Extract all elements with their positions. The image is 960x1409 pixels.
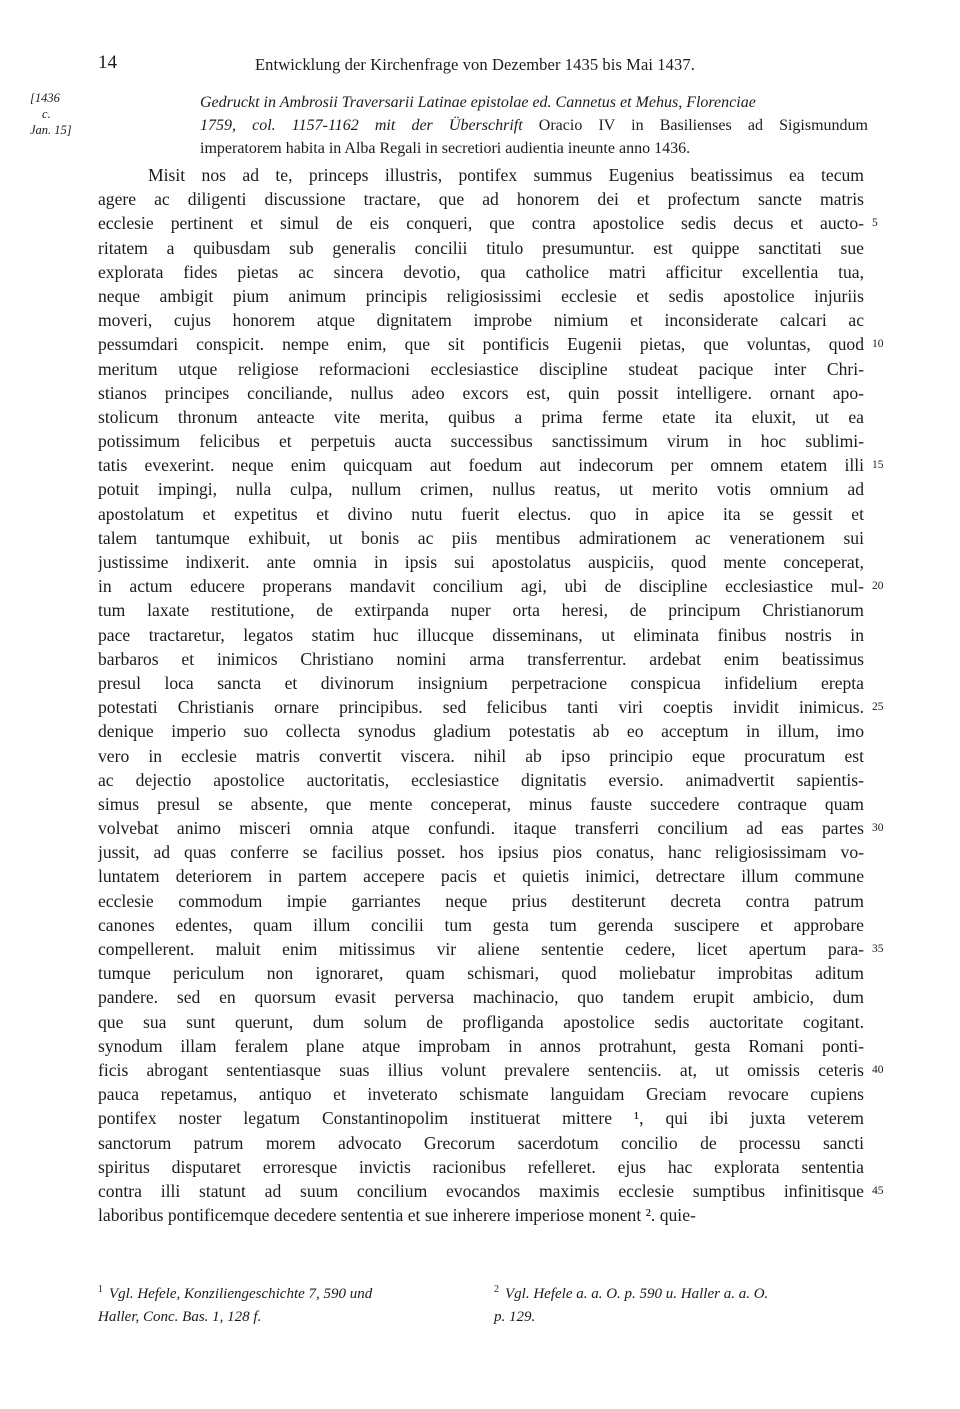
text-line: Misit nos ad te, princeps illustris, pontifex summus Eugenius beatissimus ea tecum <box>148 165 864 185</box>
main-text <box>98 163 864 1227</box>
footnote-mark: 2 <box>494 1284 499 1295</box>
text-line: pandere. sed en quorsum evasit perversa machinacio, quo tandem erupit ambicio, dum <box>98 987 864 1008</box>
text-line: simus presul se absente, que mente conceperat, minus fauste succedere contraque quam <box>98 793 864 814</box>
text-line: meritum utque religiose reformacioni ecclesiastice discipline studeat pacique inter Chri- <box>98 358 864 379</box>
text-line: canones edentes, quam illum concilii tum gesta tum gerenda suscipere et approbare <box>98 914 864 935</box>
text-line: volvebat animo misceri omnia atque confundi. itaque transferri concilium ad eas partes <box>98 818 864 839</box>
text-line: contra illi statunt ad suum concilium evocandos maximis ecclesie sumptibus infinitisque <box>98 1180 864 1201</box>
footnote-line <box>98 1278 478 1306</box>
text-line: luntatem deteriorem in partem accepere pacis et quietis inimici, detrectare illum commune <box>98 866 864 887</box>
text-line: apostolatum et expetitus et divino nutu fuerit electus. quo in apice ita se gessit et <box>98 503 864 524</box>
source-note-text: Gedruckt in Ambrosii Traversarii Latinae epistolae ed. Cannetus et Mehus, Florenciae <box>200 94 756 111</box>
text-line: potuit impingi, nulla culpa, nullum crimen, nullus reatus, ut merito votis omnium ad <box>98 479 864 500</box>
line-number: 35 <box>872 943 884 956</box>
margin-date-line: c. <box>42 107 51 121</box>
text-line: tumque periculum non ignoraret, quam schismari, quod moliebatur improbitas aditum <box>98 963 864 984</box>
footnote-text: Vgl. Hefele a. a. O. p. 590 u. Haller a. a. O. <box>505 1286 769 1302</box>
footnote-line: p. 129. <box>494 1309 536 1325</box>
text-line: stolicum thronum anteacte vite merita, quibus a prima ferme etate ita eluxit, ut ea <box>98 406 864 427</box>
line-number: 10 <box>872 338 884 351</box>
text-line: explorata fides pietas ac sincera devotio, qua catholice matri afficitur excellentia tua, <box>98 261 864 282</box>
running-title: Entwicklung der Kirchenfrage von Dezember 1435 bis Mai 1437. <box>255 55 695 74</box>
text-line: agere ac diligenti discussione tractare, que ad honorem dei et profectum sancte matris <box>98 189 864 210</box>
margin-date-note <box>30 90 90 138</box>
text-line: talem tantumque exhibuit, ut bonis ac piis mentibus admirationem ac venerationem sui <box>98 527 864 548</box>
page-number: 14 <box>98 52 117 73</box>
text-line: jussit, ad quas conferre se facilius posset. hos ipsius pios conatus, hanc religiosissimam vo- <box>98 842 864 863</box>
line-number: 15 <box>872 459 884 472</box>
footnote-mark: 1 <box>98 1284 103 1295</box>
line-number: 40 <box>872 1064 884 1077</box>
text-line: pace tractaretur, legatos statim huc illucque disseminans, ut eliminata finibus nostris in <box>98 624 864 645</box>
footnote-1 <box>98 1278 478 1329</box>
text-line: vero in ecclesie matris convertit viscera. nihil ab ipso principio eque procuratum est <box>98 745 864 766</box>
text-line: ecclesie pertinent et simul de eis conqueri, que contra apostolice sedis decus et aucto- <box>98 213 864 234</box>
text-line: tatis evexerint. neque enim quicquam aut foedum aut indecorum per omnem etatem illi <box>98 455 864 476</box>
text-line: barbaros et inimicos Christiano nomini arma transferrentur. ardebat enim beatissimus <box>98 648 864 669</box>
text-line: spiritus disputaret erroresque invictis racionibus refelleret. ejus hac explorata sententia <box>98 1156 864 1177</box>
footnote-text: Vgl. Hefele, Konziliengeschichte 7, 590 und <box>109 1286 373 1302</box>
text-line: stianos principes conciliande, nullus adeo excors est, quin possit intelligere. ornant apo- <box>98 382 864 403</box>
text-line: laboribus pontificemque decedere sententia et sue inherere imperiose monent ². quie- <box>98 1205 696 1226</box>
text-line: synodum illam feralem plane atque improbam in annos protrahunt, gesta Romani ponti- <box>98 1035 864 1056</box>
text-line: ac dejectio apostolice auctoritatis, ecclesiastice dignitatis eversio. animadvertit sapientis- <box>98 769 864 790</box>
text-line: ritatem a quibusdam sub generalis concilii titulo presumuntur. est quippe sanctitati sue <box>98 237 864 258</box>
source-note-line-3: imperatorem habita in Alba Regali in secretiori audientia ineunte anno 1436. <box>200 140 691 157</box>
footnote-line: Haller, Conc. Bas. 1, 128 f. <box>98 1309 262 1325</box>
text-line: neque ambigit pium animum principis religiosissimi ecclesie et sedis apostolice injuriis <box>98 285 864 306</box>
text-line: tum laxate restitutione, de extirpanda nuper orta heresi, de principum Christianorum <box>98 600 864 621</box>
text-line: denique imperio suo collecta synodus gladium potestatis ab eo acceptum in illum, imo <box>98 721 864 742</box>
text-line: moveri, cujus honorem atque dignitatem improbe nimium et inconsiderate calcari ac <box>98 310 864 331</box>
text-line: ficis abrogant sententiasque suas illius volunt prevalere sentenciis. at, ut omissis ceteris <box>98 1059 864 1080</box>
text-line: in actum educere properans mandavit concilium agi, ubi de discipline ecclesiastice mul- <box>98 576 864 597</box>
line-number: 20 <box>872 580 884 593</box>
text-line: potissimum felicibus et perpetuis aucta successibus sanctissimum virum in hoc sublimi- <box>98 431 864 452</box>
source-note <box>200 91 868 160</box>
text-line: potestati Christianis ornare principibus. sed felicibus tanti viri coeptis invidit inimicus. <box>98 697 864 718</box>
source-note-line-2 <box>200 114 868 137</box>
running-header <box>98 52 858 78</box>
line-number: 30 <box>872 822 884 835</box>
footnote-line <box>494 1278 874 1306</box>
text-line: presul loca sancta et divinorum insignium perpetracione conspicua infidelium erepta <box>98 672 864 693</box>
line-number: 45 <box>872 1185 884 1198</box>
line-number: 5 <box>872 217 878 230</box>
margin-date-line: Jan. 15] <box>30 123 72 137</box>
text-line: pessumdari conspicit. nempe enim, que sit pontificis Eugenii pietas, que voluntas, quod <box>98 334 864 355</box>
text-line: compellerent. maluit enim mitissimus vir aliene sententie cedere, licet apertum para- <box>98 939 864 959</box>
text-line: pauca repetamus, antiquo et inveterato schismate languidam Greciam revocare cupiens <box>98 1084 864 1105</box>
line-number: 25 <box>872 701 884 714</box>
text-line: justissime indixerit. ante omnia in ipsis sui apostolatus auspiciis, quod mente conceperat, <box>98 552 864 572</box>
text-line: pontifex noster legatum Constantinopolim instituerat mittere ¹, qui ibi juxta veterem <box>98 1108 864 1129</box>
text-line: ecclesie commodum impie garriantes neque prius destiterunt decreta contra patrum <box>98 890 864 911</box>
margin-date-line: [1436 <box>30 91 60 105</box>
text-line: que sua sunt querunt, dum solum de profliganda apostolice sedis auctoritate cogitant. <box>98 1011 864 1032</box>
text-line: sanctorum patrum morem advocato Grecorum sacerdotum concilio de processu sancti <box>98 1132 864 1153</box>
source-note-title: Oracio IV in Basilienses ad Sigismundum <box>538 117 868 134</box>
source-note-line-1 <box>200 91 868 114</box>
source-note-italic: 1759, col. 1157-1162 mit der Überschrift <box>200 117 523 134</box>
footnote-2 <box>494 1278 874 1329</box>
